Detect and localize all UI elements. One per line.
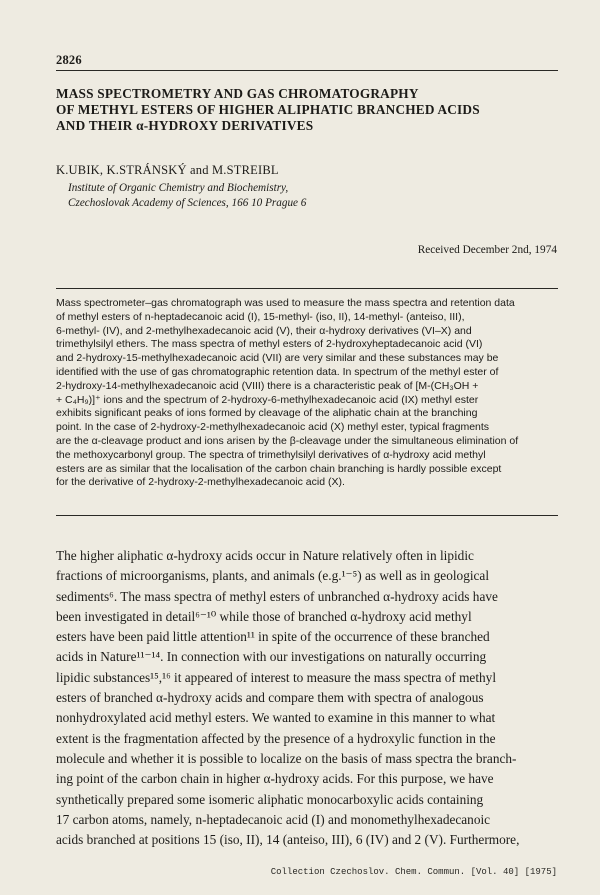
abstract-line: Mass spectrometer–gas chromatograph was used to measure the mass spectra and retention data [56, 297, 515, 309]
body-line: nonhydroxylated acid methyl esters. We wanted to examine in this manner to what [56, 710, 496, 726]
affiliation-line: Czechoslovak Academy of Sciences, 166 10 Prague 6 [68, 197, 307, 209]
abstract-line: point. In the case of 2-hydroxy-2-methylhexadecanoic acid (X) methyl ester, typical fragments [56, 421, 490, 434]
body-text [56, 546, 558, 850]
body-line: The higher aliphatic α-hydroxy acids occur in Nature relatively often in lipidic [56, 548, 474, 563]
abstract-line: identified with the use of gas chromatographic retention data. In spectrum of the methyl ester of [56, 365, 499, 378]
title-line: MASS SPECTROMETRY AND GAS CHROMATOGRAPHY [56, 86, 419, 101]
abstract-line: 2-hydroxy-14-methylhexadecanoic acid (VIII) there is a characteristic peak of [M-(CH₃OH + [56, 379, 479, 392]
body-line: been investigated in detail⁶⁻¹⁰ while those of branched α-hydroxy acid methyl [56, 608, 472, 624]
page-number: 2826 [56, 53, 82, 67]
body-line: lipidic substances¹⁵,¹⁶ it appeared of interest to measure the mass spectra of methyl [56, 669, 497, 685]
body-line: esters have been paid little attention¹¹ in spite of the occurrence of these branched [56, 629, 490, 645]
abstract-line: + C₄H₉)]⁺ ions and the spectrum of 2-hydroxy-6-methylhexadecanoic acid (IX) methyl ester [56, 393, 479, 406]
affiliation [68, 181, 306, 211]
title-line: OF METHYL ESTERS OF HIGHER ALIPHATIC BRANCHED ACIDS [56, 102, 480, 117]
body-line: sediments⁶. The mass spectra of methyl esters of unbranched α-hydroxy acids have [56, 588, 498, 604]
abstract-line: are the α-cleavage product and ions arisen by the β-cleavage under the simultaneous elimination of [56, 434, 519, 447]
abstract-line: 6-methyl- (IV), and 2-methylhexadecanoic acid (V), their α-hydroxy derivatives (VI–X) and [56, 324, 472, 337]
article-title [56, 86, 558, 134]
abstract-bottom-rule [56, 515, 558, 516]
body-line: ing point of the carbon chain in higher α-hydroxy acids. For this purpose, we have [56, 771, 494, 787]
abstract [56, 297, 558, 490]
abstract-line: the methoxycarbonyl group. The spectra of trimethylsilyl derivatives of α-hydroxy acid methyl [56, 448, 486, 461]
body-line: esters of branched α-hydroxy acids and compare them with spectra of analogous [56, 690, 484, 706]
body-line: extent is the fragmentation affected by the presence of a hydroxylic function in the [56, 730, 496, 746]
abstract-line: exhibits significant peaks of ions formed by cleavage of the aliphatic chain at the branching [56, 407, 478, 420]
body-line: molecule and whether it is possible to localize on the basis of mass spectra the branch- [56, 750, 517, 766]
affiliation-line: Institute of Organic Chemistry and Biochemistry, [68, 182, 289, 194]
body-line: acids branched at positions 15 (iso, II), 14 (anteiso, III), 6 (IV) and 2 (V). Furthermore, [56, 832, 520, 848]
abstract-line: esters are as similar that the localisation of the carbon chain branching is hardly possible except [56, 462, 502, 475]
authors: K.UBIK, K.STRÁNSKÝ and M.STREIBL [56, 163, 279, 177]
title-line: AND THEIR α-HYDROXY DERIVATIVES [56, 118, 314, 133]
abstract-line: and 2-hydroxy-15-methylhexadecanoic acid (VII) are very similar and these substances may be [56, 352, 499, 365]
journal-footer: Collection Czechoslov. Chem. Commun. [Vol. 40] [1975] [270, 867, 557, 877]
abstract-top-rule [56, 288, 558, 289]
received-date: Received December 2nd, 1974 [417, 244, 557, 256]
header-rule [56, 70, 558, 71]
body-line: synthetically prepared some isomeric aliphatic monocarboxylic acids containing [56, 791, 484, 807]
abstract-line: for the derivative of 2-hydroxy-2-methylhexadecanoic acid (X). [56, 476, 345, 489]
body-line: fractions of microorganisms, plants, and animals (e.g.¹⁻⁵) as well as in geological [56, 568, 490, 584]
abstract-line: of methyl esters of n-heptadecanoic acid (I), 15-methyl- (iso, II), 14-methyl- (anteiso, III), [56, 310, 465, 323]
body-line: 17 carbon atoms, namely, n-heptadecanoic acid (I) and monomethylhexadecanoic [56, 811, 491, 827]
body-line: acids in Nature¹¹⁻¹⁴. In connection with our investigations on naturally occurring [56, 649, 487, 665]
abstract-line: trimethylsilyl ethers. The mass spectra of methyl esters of 2-hydroxyheptadecanoic acid (VI) [56, 338, 483, 351]
